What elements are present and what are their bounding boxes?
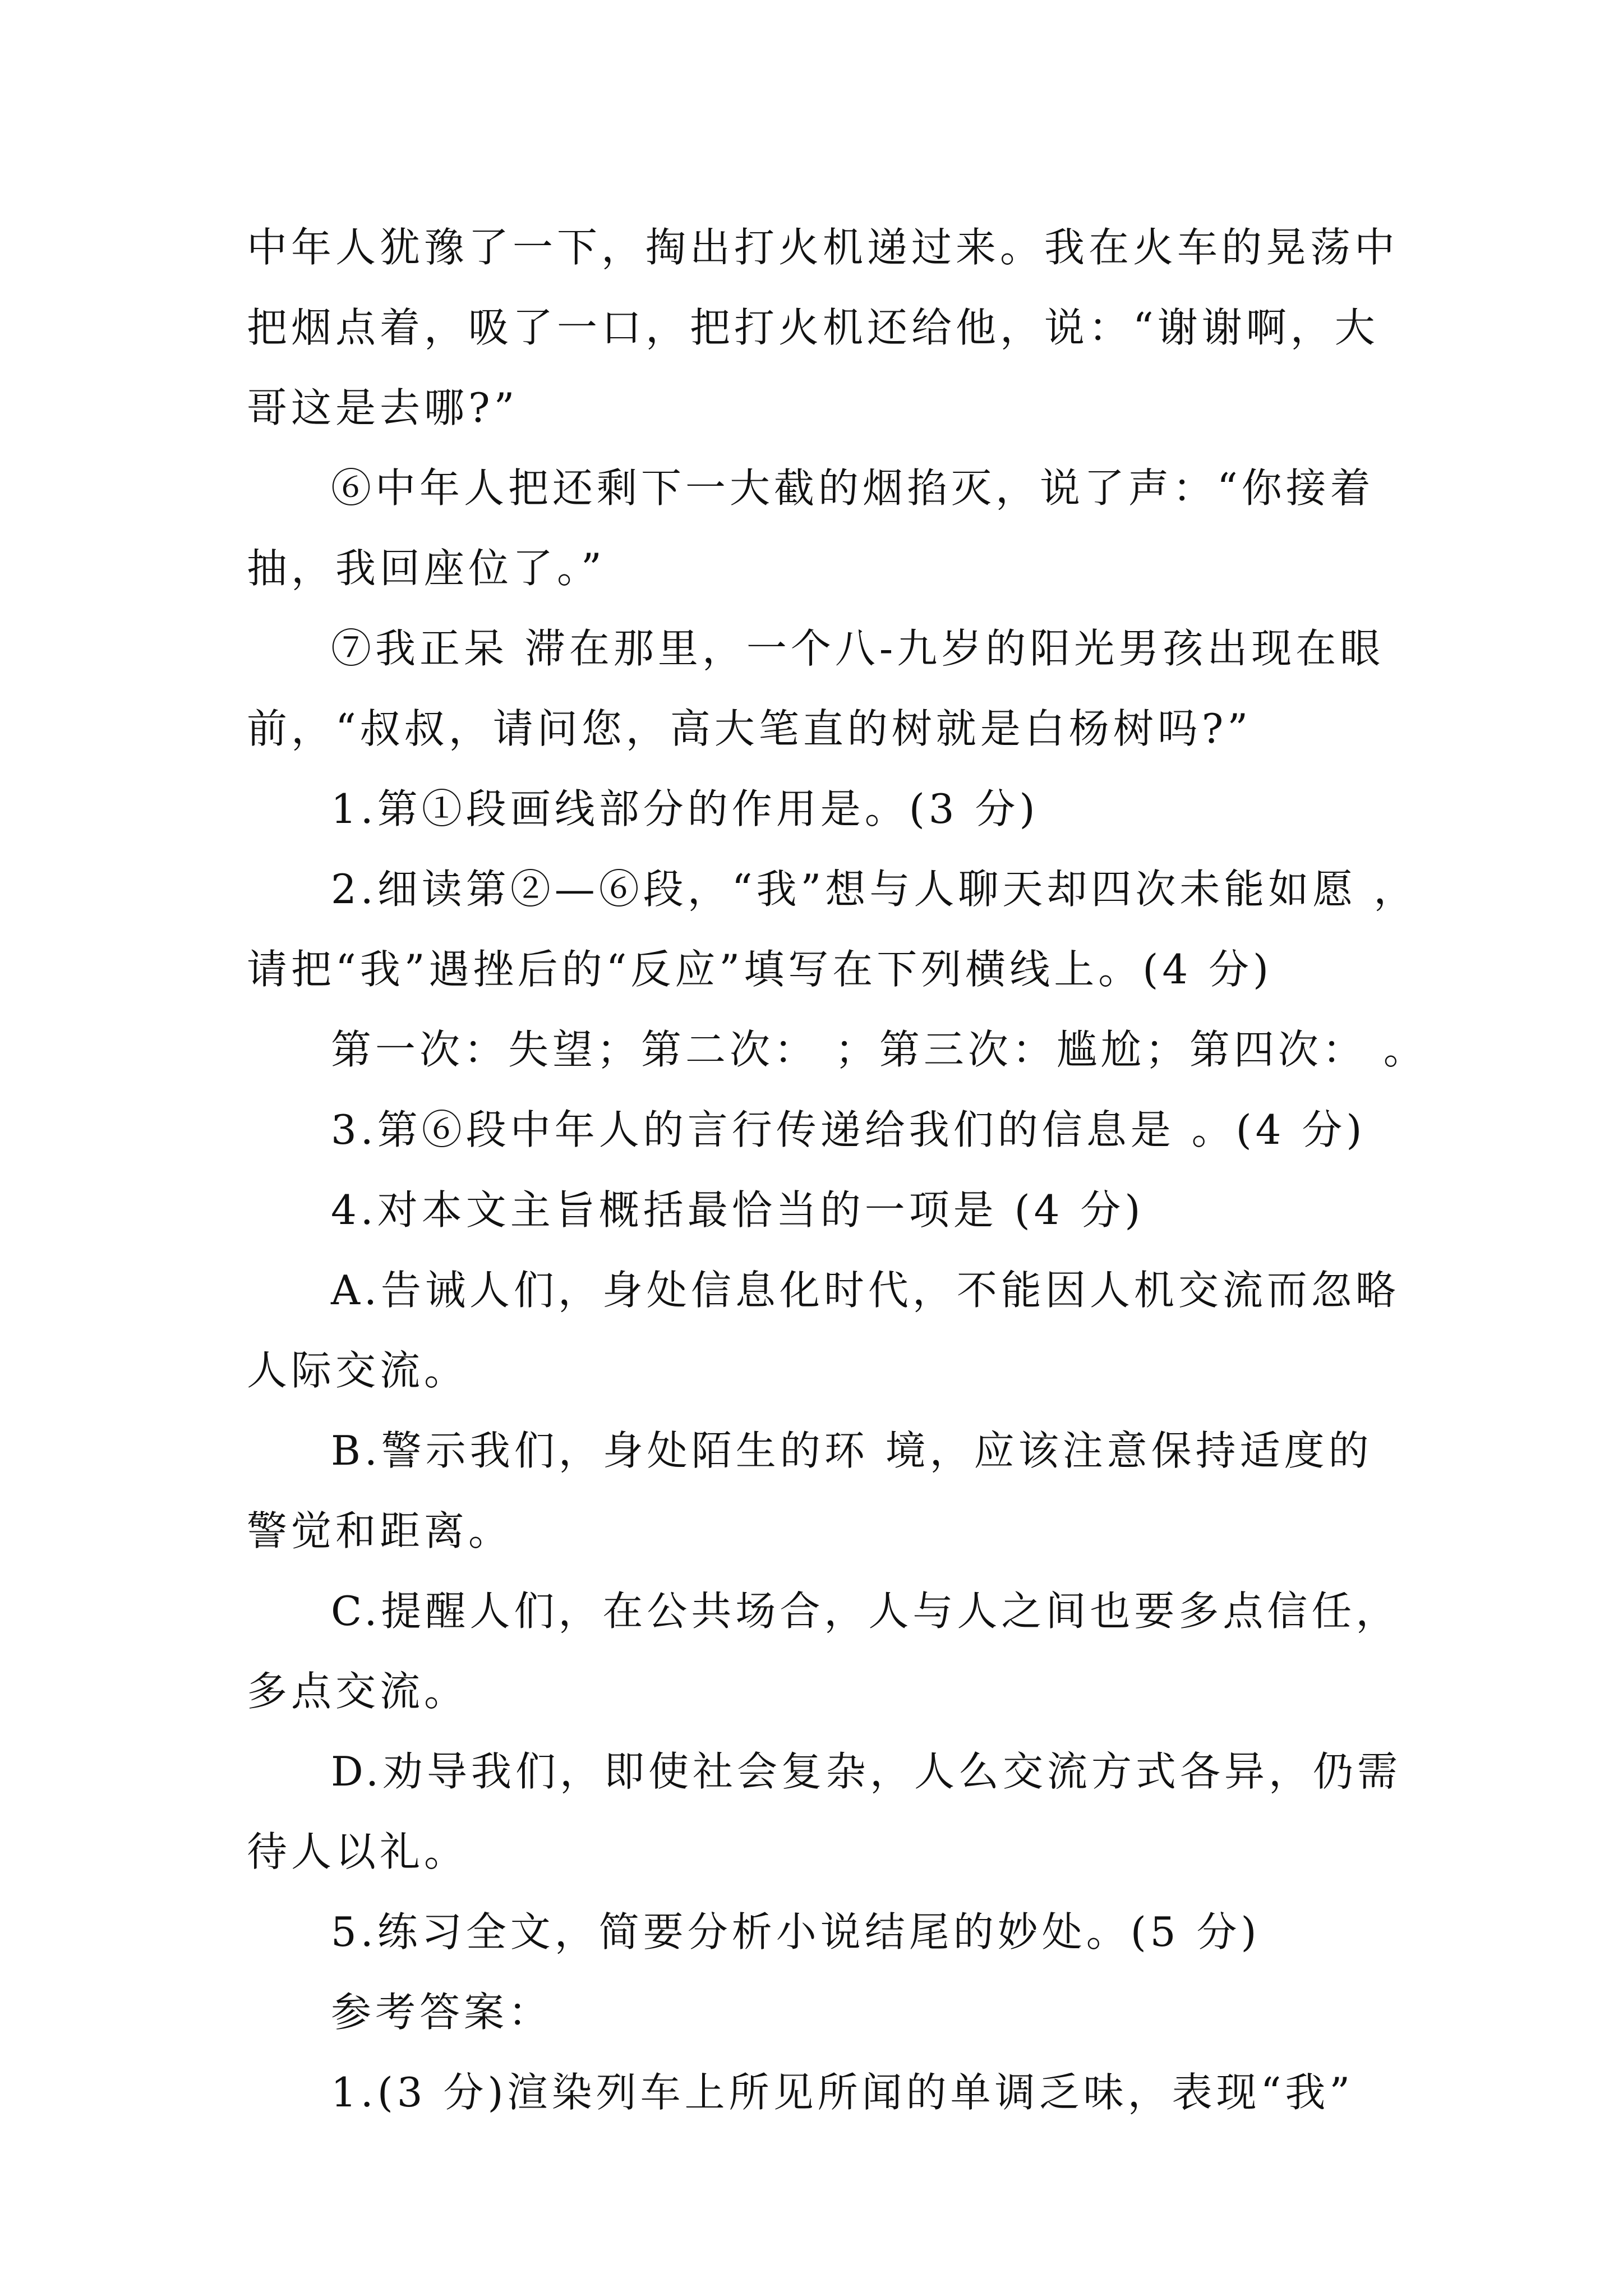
text-line: 抽，我回座位了。”: [247, 545, 606, 592]
question-2: 2.细读第②—⑥段，“我”想与人聊天却四次未能如愿 ，: [331, 866, 1418, 913]
option-b: B.警示我们，身处陌生的环 境，应该注意保持适度的: [331, 1427, 1373, 1474]
question-2-blanks: 第一次：失望；第二次： ；第三次：尴尬；第四次： 。: [331, 1026, 1428, 1073]
document-body: [247, 208, 1428, 2133]
text-line: 前，“叔叔，请问您，高大笔直的树就是白杨树吗?”: [247, 705, 1252, 752]
paragraph-6: ⑥中年人把还剩下一大截的烟掐灭，说了声：“你接着: [331, 464, 1375, 512]
text-line: 警觉和距离。: [247, 1507, 513, 1554]
question-1: 1.第①段画线部分的作用是。(3 分): [331, 785, 1039, 832]
answers-heading: 参考答案：: [331, 1989, 553, 2036]
text-line: 待人以礼。: [247, 1828, 469, 1875]
option-c: C.提醒人们，在公共场合，人与人之间也要多点信任，: [331, 1588, 1400, 1635]
answer-1: 1.(3 分)渲染列车上所见所闻的单调乏味，表现“我”: [331, 2069, 1354, 2116]
question-5: 5.练习全文，简要分析小说结尾的妙处。(5 分): [331, 1908, 1261, 1955]
question-4: 4.对本文主旨概括最恰当的一项是 (4 分): [331, 1186, 1145, 1234]
text-line: 哥这是去哪?”: [247, 384, 519, 431]
text-line: 把烟点着，吸了一口，把打火机还给他，说：“谢谢啊，大: [247, 304, 1379, 351]
paragraph-7: ⑦我正呆 滞在那里，一个八-九岁的阳光男孩出现在眼: [331, 625, 1385, 672]
question-3: 3.第⑥段中年人的言行传递给我们的信息是 。(4 分): [331, 1106, 1366, 1153]
text-line: 多点交流。: [247, 1668, 469, 1715]
text-line: 中年人犹豫了一下，掏出打火机递过来。我在火车的晃荡中: [247, 224, 1399, 271]
text-line: 人际交流。: [247, 1347, 469, 1394]
text-line: 请把“我”遇挫后的“反应”填写在下列横线上。(4 分): [247, 946, 1273, 993]
option-d: D.劝导我们，即使社会复杂，人么交流方式各异，仍需: [331, 1748, 1402, 1795]
option-a: A.告诫人们，身处信息化时代，不能因人机交流而忽略: [331, 1267, 1400, 1314]
